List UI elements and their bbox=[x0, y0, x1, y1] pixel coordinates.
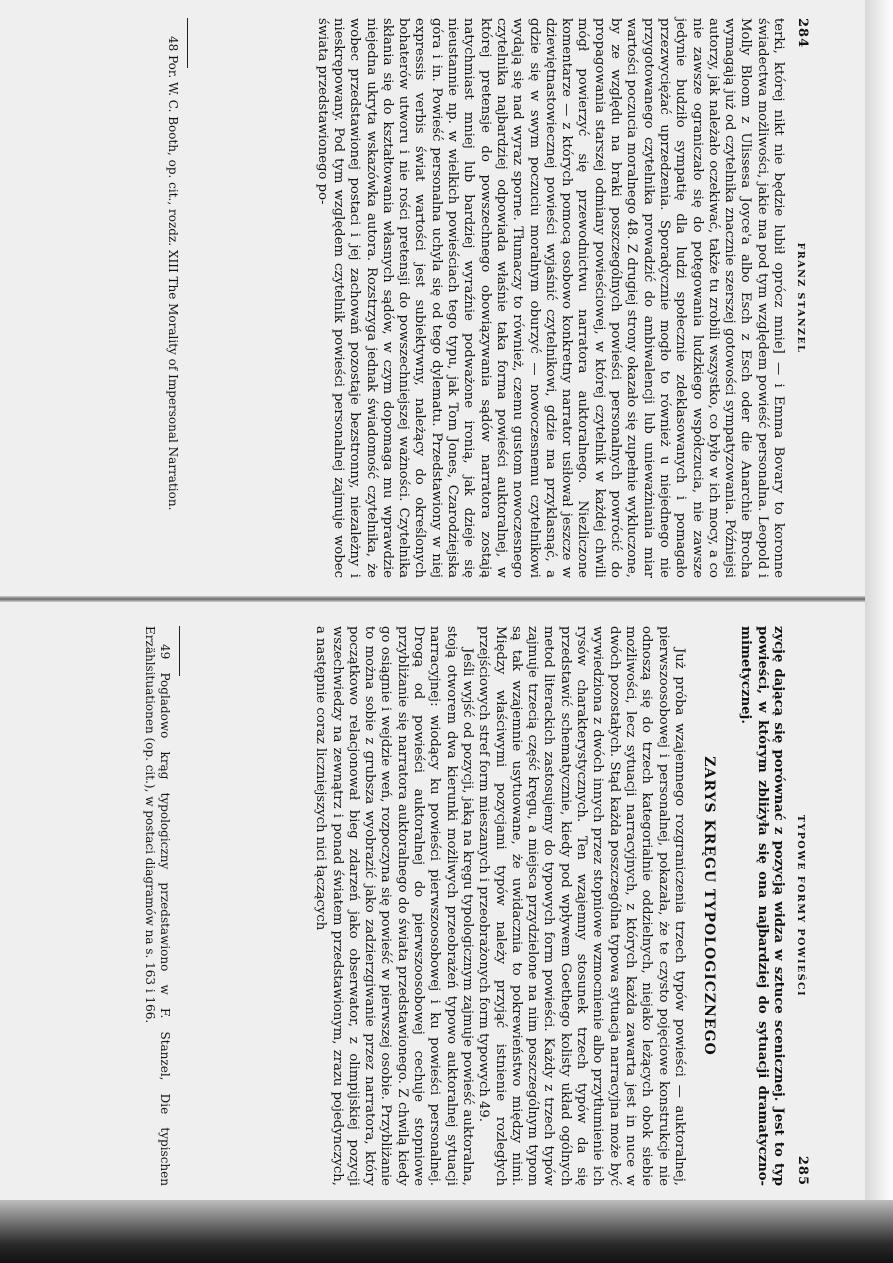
right-page bbox=[90, 626, 810, 1186]
page-number: 284 bbox=[795, 18, 810, 49]
page-header bbox=[790, 18, 810, 578]
book-fold bbox=[0, 596, 893, 602]
page-body bbox=[313, 18, 786, 578]
scan-edge-bottom bbox=[0, 1200, 893, 1263]
page-header bbox=[790, 626, 810, 1186]
section-title: ZARYS KRĘGU TYPOLOGICZNEGO bbox=[701, 756, 718, 1056]
page-number: 285 bbox=[795, 1155, 810, 1186]
running-head: FRANZ STANZEL bbox=[795, 242, 806, 354]
footnote bbox=[142, 626, 172, 1186]
footnote bbox=[165, 18, 180, 578]
footnote-rule bbox=[179, 626, 180, 676]
scan-edge-right bbox=[865, 0, 893, 1263]
footnote-rule bbox=[187, 18, 188, 68]
running-head: TYPOWE FORMY POWIEŚCI bbox=[795, 814, 806, 998]
left-page bbox=[90, 18, 810, 578]
intro-paragraph: zycję dającą się porównać z pozycją widza w sztuce scenicznej. Jest to typ powieści, w którym zbliżyła się ona najbardziej do sytuacji dramatyczno-mimetycznej. bbox=[738, 626, 786, 1186]
body-paragraph: Jeśli wyjść od pozycji, jaką na kręgu typologicznym zajmuje powieść auktoralna, stoją otworem dwa kierunki możliwych przeobrażeń typowo auktoralnej sytuacji narracyjnej: wiodący ku powieści pierwszoosobowej i ku powieści personalnej. Drogą od powieści auktoralnej do pierwszoosobowej cechuje stopniowe przybliżanie się narratora auktoralnego do świata przedstawionego. Z chwilą kiedy go osiągnie i wejdzie weń, rozpoczyna się powieść w pierwszej osobie. Przybliżanie to można sobie z grubsza wyobrazić jako zadzierzgiwanie przez narratora, który początkowo relacjonował bieg zdarzeń jako obserwator, z olimpijskiej pozycji wszechwiedzy na zewnątrz i ponad światem przedstawionym, zrazu pojedynczych, a następnie coraz liczniejszych nici łączących bbox=[313, 626, 475, 1186]
footnote-text: 49 Pogladowo krąg typologiczny przedstawiono w F. Stanzel, Die typischen Erzählsituationen (op. cit.), w postaci diagramów na s. 163 i 166. bbox=[143, 626, 172, 1186]
page-body bbox=[312, 626, 786, 1186]
body-paragraph: Już próba wzajemnego rozgraniczenia trzech typów powieści — auktoralnej, pierwszoosobowej i personalnej, pokazała, że te czysto pojęciowe konstrukcje nie odnoszą się do trzech kategorialnie oddzielnych, niejako leżących obok siebie możliwości, lecz sytuacji narracyjnych, z których każda zawarta jest in nuce w dwóch pozostałych. Stąd każda poszczególna typowa sytuacja narracyjna może być wywiedziona z dwóch innych przez stopniowe wzmocnienie albo przytłumienie ich rysów charakterystycznych. Ten wzajemny stosunek trzech typów da się przedstawić schematycznie, kiedy pod wpływem Goethego kolisty układ ogólnych metod literackich zastosujemy do typowych form powieści. Każdy z trzech typów zajmuje trzecią część kręgu, a miejsca przydzielone na nim poszczególnym typom są tak wzajemnie usytuowane, że uwidacznia to pokrewieństwo między nimi. Między właściwymi pozycjami typów należy przyjąć istnienie rozległych przejściowych stref form mieszanych i przeobrażonych form typowych 49. bbox=[476, 626, 687, 1186]
footnote-text: 48 Por. W. C. Booth, op. cit., rozdz. XIII The Morality of Impersonal Narration. bbox=[166, 36, 180, 511]
body-paragraph: terki, której nikt nie będzie lubił oprócz mnie] — i Emma Bovary to koronne świadectwa możliwości, jakie ma pod tym względem powieść personalna. Leopold i Molly Bloom z Ulissesa Joyce'a albo Esch z Esch oder die Anarchie Brocha wymagają już od czytelnika znacznie szerszej gotowości sympatyzowania. Późniejsi autorzy, jak należało oczekiwać, także tu zrobili wszystko, co było w ich mocy, a co nie zawsze ograniczało się do potęgowania ludzkiego współczucia, nie zawsze jedynie budziło sympatię dla ludzi społecznie zdeklasowanych i pomagało przezwyciężać uprzedzenia. Sporadycznie mogło to również u niejednego nie przygotowanego czytelnika prowadzić do ambiwalencji lub unieważniania miar wartości poczucia moralnego 48. Z drugiej strony okazało się zupełnie wykluczone, by ze względu na braki poszczególnych powieści personalnych powrócić do propagowania starszej odmiany powieściowej, w której czytelnik w każdej chwili mógł powierzyć się przewodnictwu narratora auktoralnego. Niezliczone komentarze — z których pomocą osobowo konkretny narrator usiłował jeszcze w dziewiętnastowiecznej powieści wyjaśnić czytelnikowi, gdzie ma przyklasnąć, a gdzie się w swym poczuciu moralnym oburzyć — nowoczesnemu czytelnikowi wydają się nad wyraz sporne. Tłumaczy to również, czemu gustom nowoczesnego czytelnika najbardziej odpowiada właśnie taka forma powieści auktoralnej, w której pretensje do powszechnego obowiązywania sądów narratora zostają natychmiast mniej lub bardziej wyraźnie podważone ironią, jak dzieje się nieustannie np. w wielkich powieściach tego typu, jak Tom Jones, Czarodziejska góra i in. Powieść personalna uchyla się od tego dylematu. Przedstawiony w niej expressis verbis świat wartości jest subiektywny, należący do określonych bohaterów utworu i nie rości pretensji do powszechniejszej ważności. Czytelnika skłania się do kształtowania własnych sądów, w czym dopomaga mu wprawdzie niejedna ukryta wskazówka autora. Rozstrzyga jednak świadomość czytelnika, że wobec przedstawionej postaci i jej zachowań pozostaje bezstronny, niezależny i nieskrępowany. Pod tym względem czytelnik powieści personalnej zajmuje wobec świata przedstawionego po- bbox=[314, 18, 786, 578]
